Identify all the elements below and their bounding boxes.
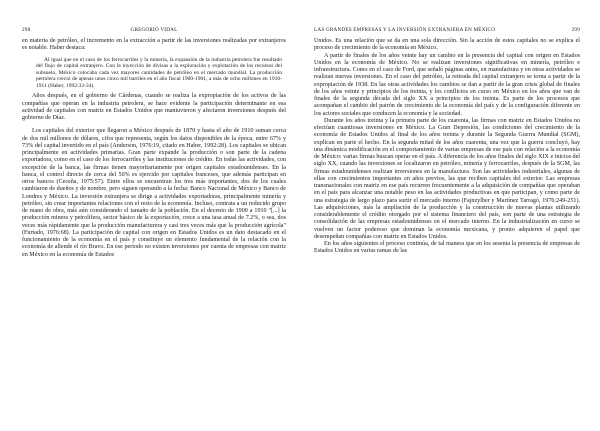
right-page-body xyxy=(314,38,580,256)
left-page-number: 298 xyxy=(22,27,31,33)
right-page-number: 299 xyxy=(571,27,580,33)
paragraph: A partir de finales de los años veinte hay un cambio en la presencia del capital con origen en Estados Unidos en la economía de México. No se realizan inversiones significativas en minería, petróleo e infraestructura. Como en el caso de Ford, que señaló páginas antes, en manufactura y en otras actividades se realizan nuevas inversiones. En el caso del petróleo, la retirada del capital extranjero se torna a partir de la expropiación de 1938. En las otras actividades los cambios se dan a partir de la gran crisis global de finales de los años veinte y principios de los treinta, y los conflictos en curso en México en los años que van de finales de la segunda década del siglo XX a principios de los treinta. Es parte de los procesos que acompañan el cambio del patrón de crecimiento de la economía del país y de la configuración diferente en los actores sociales que conducen la economía y la sociedad. xyxy=(314,52,580,117)
right-page xyxy=(300,0,600,431)
paragraph: en materia de petróleo, el incremento en la extracción a partir de las inversiones realizadas por extranjeros es notable. Haber destaca: xyxy=(22,38,286,52)
paragraph: Unidos. Es una relación que se da en una sola dirección. Sin la acción de estos capitales no se explica el proceso de crecimiento de la economía en México. xyxy=(314,38,580,52)
left-running-head-author: GREGORIO VIDAL xyxy=(130,27,178,33)
block-quote: Al igual que en el caso de los ferrocarriles y la minería, la expansión de la industria petrolera fue resultado del flujo de capital extranjero. Con la inyección de divisas a la exploración y explotación de los recursos del subsuelo, México colocaba cada vez mayores cantidades de petróleo en el mercado mundial. La producción petrolera creció de apenas unos cinco mil barriles en el año fiscal 1900-1901, a más de ocho millones en 1910-1911 (Haber, 1992:33-34). xyxy=(36,56,282,89)
paragraph: Años después, en el gobierno de Cárdenas, cuando se realiza la expropiación de los activos de las compañías que operan en la industria petrolera, se hace evidente la participación determinante en esa actividad de capitales con matriz en Estados Unidos que mantuvieron y afectaron inversiones después del gobierno de Díaz. xyxy=(22,93,286,122)
right-running-head-title: LAS GRANDES EMPRESAS Y LA INVERSIÓN EXTRANJERA EN MÉXICO xyxy=(314,27,496,33)
left-page-body xyxy=(22,38,286,259)
paragraph: En los años siguientes el proceso continúa, de tal manera que en los sesenta la presencia de empresas de Estados Unidos en varias ramas de las xyxy=(314,241,580,255)
paragraph: Los capitales del exterior que llegaron a México después de 1870 y hasta el año de 1910 suman cerca de dos mil millones de dólares, cifra que representa, según los datos disponibles de la época, entre 67% y 73% del capital invertido en el país (Anderson, 1976:19, citado en Haber, 1992:28). Los capitales se ubican principalmente en actividades primarias. Gran parte expande la producción o son parte de la cadena exportadora, como en el caso de los ferrocarriles y las instituciones de crédito. En todas las actividades, con excepción de la banca, las firmas tienen mayoritariamente por origen capitales estadounidenses. En la banca, el control directo de cerca del 50% es ejercido por capitales franceses, que además participan en otros bancos (Ceceña, 1975:57). Entre ellos se encuentran los tres más importantes, dos de los cuales cambiaron de dueños y de nombre, pero siguen operando a la fecha: Banco Nacional de México y Banco de Londres y México. La inversión extranjera se dirige a actividades exportadoras, principalmente minería y petróleo, sin crear importantes relaciones con el resto de la economía. Incluso, contrata a un reducido grupo de mano de obra, más aún considerando el tamaño de la población. En el decenio de 1900 a 1910 "[...] la producción minera y petrolífera, sector básico de la exportación, crece a una tasa anual de 7.2%, o sea, dos veces más rápidamente que la producción manufacturera y casi tres veces más que la producción agrícola" (Furtado, 1976:68). La participación de capital con origen en Estados Unidos es un dato destacado en el funcionamiento de la economía en el país y constituye un elemento fundamental de la relación con la economía de allende el río Bravo. En ese periodo no existen inversiones por cuenta de empresas con matriz en México en la economía de Estados xyxy=(22,128,286,258)
paragraph: Durante los años treinta y la primera parte de los cuarenta, las firmas con matriz en Estados Unidos no efectúan cuantiosas inversiones en México. La Gran Depresión, las condiciones del crecimiento de la economía de Estados Unidos al final de los años treinta y durante la Segunda Guerra Mundial (SGM), explican en parte el hecho. En la segunda mitad de los años cuarenta, una vez que la guerra concluyó, hay una dinámica modificación en el comportamiento de varias empresas de ese país con relación a la economía de México: varias firmas buscan operar en el país. A diferencia de los años finales del siglo XIX e inicios del siglo XX, cuando las inversiones se localizaron en petróleo, minería y ferrocarriles, después de la SGM, las firmas estadounidenses realizan inversiones en la manufactura. Son las actividades industriales, algunas de ellas con crecimientos importantes en años previos, las que reciben capitales del exterior. Las empresas transnacionales con matriz en ese país recurren frecuentemente a la adquisición de compañías que operaban en el país para alcanzar una notable peso en las actividades productivas en que participan, y como parte de una estrategia de largo plazo para surtir el mercado interno (Fajnzylber y Martínez Tarragó, 1976:249-251). Las adquisiciones, más la ampliación de la producción y la construcción de nuevas plantas utilizando considerablemente el crédito otorgado por el sistema financiero del país, son parte de una estrategia de consolidación de las empresas estadounidenses en el mercado interno. En la industrialización en curso se vuelven un factor poderoso que dominan la economía mexicana, y pronto adquieren el papel que desempeñan compañías con matriz en Estados Unidos. xyxy=(314,117,580,240)
